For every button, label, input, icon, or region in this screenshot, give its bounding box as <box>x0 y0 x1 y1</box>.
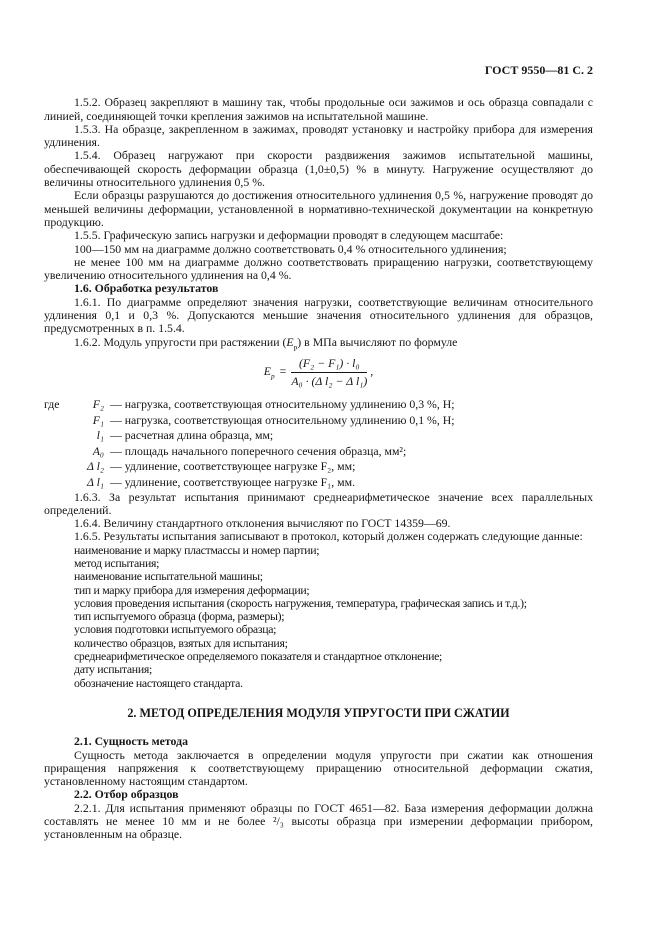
heading-2-1: 2.1. Сущность метода <box>74 734 188 749</box>
equals-sign: = <box>279 364 287 379</box>
definition-prefix <box>44 428 70 444</box>
definition-row-delta-l1 <box>44 475 593 491</box>
document-body <box>44 96 593 841</box>
formula-trailing-comma: , <box>370 364 374 379</box>
formula-definitions-list <box>44 397 593 491</box>
paragraph-1-6-5: 1.6.5. Результаты испытания записывают в протокол, который должен содержать следующие данные: <box>74 529 583 544</box>
protocol-item: условия проведения испытания (скорость нагружения, температура, графическая запись и т.д.); <box>74 595 527 610</box>
paragraph-1-6-4: 1.6.4. Величину стандартного отклонения вычисляют по ГОСТ 14359—69. <box>74 516 451 531</box>
definition-text: — площадь начального поперечного сечения образца, мм²; <box>110 443 407 458</box>
definition-term-delta-l1: Δ l₁ <box>86 474 104 489</box>
protocol-item: дату испытания; <box>74 662 152 677</box>
heading-2-2: 2.2. Отбор образцов <box>74 787 179 802</box>
paragraph-1-5-5-scale-2: не менее 100 мм на диаграмме должно соответствовать приращению нагрузки, соответствующему увеличению относительного удлинения на 0,4 %. <box>44 254 593 283</box>
symbol-E-subscript: р <box>293 342 298 351</box>
definition-term-A0: A₀ <box>92 443 104 458</box>
formula-lhs-var: E <box>263 364 271 379</box>
paragraph-1-6-2-text: 1.6.2. Модуль упругости при растяжении ( <box>74 334 287 349</box>
definition-prefix <box>44 413 70 429</box>
definition-text: — удлинение, соответствующее нагрузке F₁, мм. <box>110 474 356 489</box>
protocol-item: наименование и марку пластмассы и номер партии; <box>74 542 320 557</box>
paragraph-1-5-3: 1.5.3. На образце, закрепленном в зажимах, проводят установку и настройку прибора для измерения удлинения. <box>44 121 593 150</box>
fraction-denominator: A₀ · (Δ l₂ − Δ l₁) <box>291 373 368 388</box>
paragraph-2-1: Сущность метода заключается в определении модуля упругости при сжатии как отношения приращения напряжения к соответствующему приращению относительной деформации сжатия, установленному настоящим стандартом. <box>44 747 593 789</box>
paragraph-1-6-3: 1.6.3. За результат испытания принимают среднеарифметическое значение всех параллельных определений. <box>44 489 593 517</box>
definition-text: — нагрузка, соответствующая относительному удлинению 0,1 %, Н; <box>110 412 455 427</box>
definition-row-F1 <box>44 413 593 429</box>
protocol-item: метод испытания; <box>74 555 160 570</box>
protocol-item: обозначение настоящего стандарта. <box>74 675 243 690</box>
protocol-item: условия подготовки испытуемого образца; <box>74 622 277 637</box>
definition-prefix <box>44 459 70 475</box>
definition-row-delta-l2 <box>44 459 593 475</box>
definition-term-l1: l₁ <box>96 428 104 443</box>
fraction-numerator: (F₂ − F₁) · l₀ <box>291 356 367 373</box>
definition-row-F2 <box>44 397 593 413</box>
protocol-item: наименование испытательной машины; <box>74 569 263 584</box>
protocol-item: среднеарифметическое определяемого показателя и стандартное отклонение; <box>74 649 443 664</box>
protocol-item: количество образцов, взятых для испытания; <box>74 635 288 650</box>
definition-term-F2: F₂ <box>92 396 104 411</box>
paragraph-1-5-5-scale-1: 100—150 мм на диаграмме должно соответствовать 0,4 % относительного удлинения; <box>74 241 507 256</box>
definition-text: — нагрузка, соответствующая относительному удлинению 0,3 %, Н; <box>110 396 455 411</box>
fraction <box>291 356 367 389</box>
definition-term-F1: F₁ <box>92 412 104 427</box>
definition-prefix <box>44 475 70 491</box>
definition-prefix <box>44 444 70 460</box>
heading-section-2: 2. МЕТОД ОПРЕДЕЛЕНИЯ МОДУЛЯ УПРУГОСТИ ПРИ СЖАТИИ <box>127 705 510 720</box>
paragraph-1-6-1: 1.6.1. По диаграмме определяют значения нагрузки, соответствующие величинам относительного удлинения 0,1 и 0,3 %. Допускаются меньшие значения относительного удлинения для образцов, предусмотренных в п. 1.5.4. <box>44 294 593 336</box>
protocol-item: тип и марку прибора для измерения деформации; <box>74 582 310 597</box>
definition-row-l1 <box>44 428 593 444</box>
paragraph-2-2-1: 2.2.1. Для испытания применяют образцы по ГОСТ 4651—82. База измерения деформации должна составлять не менее 10 мм и не более ²/₃ высоты образца при измерении деформации прибором, установленным на образце. <box>44 800 593 842</box>
definition-text: — удлинение, соответствующее нагрузке F₂, мм; <box>110 459 356 474</box>
paragraph-1-5-2: 1.5.2. Образец закрепляют в машину так, чтобы продольные оси зажимов и ось образца совпадали с линией, соединяющей точки крепления зажимов на испытательной машине. <box>44 95 593 123</box>
symbol-E: E <box>286 334 294 349</box>
paragraph-1-5-4: 1.5.4. Образец нагружают при скорости раздвижения зажимов испытательной машины, обеспечивающей скорость деформации образца (1,0±0,5) % в минуту. Нагружение осуществляют до величины относительного удлинения 0,5 %. <box>44 148 593 190</box>
definition-row-A0 <box>44 444 593 460</box>
definition-term-delta-l2: Δ l₂ <box>86 459 104 474</box>
formula-lhs-subscript: р <box>271 371 275 381</box>
paragraph-1-5-4-note: Если образцы разрушаются до достижения относительного удлинения 0,5 %, нагружение проводят до меньшей величины деформации, установленной в нормативно-технической документации на конкретную продукцию. <box>44 188 593 229</box>
protocol-item: тип испытуемого образца (форма, размеры); <box>74 609 285 624</box>
paragraph-1-5-5: 1.5.5. Графическую запись нагрузки и деформации проводят в следующем масштабе: <box>74 228 504 243</box>
definition-text: — расчетная длина образца, мм; <box>110 428 274 443</box>
page-header-standard-number: ГОСТ 9550—81 С. 2 <box>484 63 593 77</box>
definition-prefix: где <box>44 396 60 411</box>
heading-1-6: 1.6. Обработка результатов <box>74 281 219 296</box>
paragraph-1-6-2 <box>44 336 593 349</box>
formula-lhs <box>263 364 275 381</box>
formula-elastic-modulus <box>44 356 593 389</box>
protocol-items-list <box>44 544 593 690</box>
paragraph-1-6-2-text-after: ) в МПа вычисляют по формуле <box>297 334 458 349</box>
